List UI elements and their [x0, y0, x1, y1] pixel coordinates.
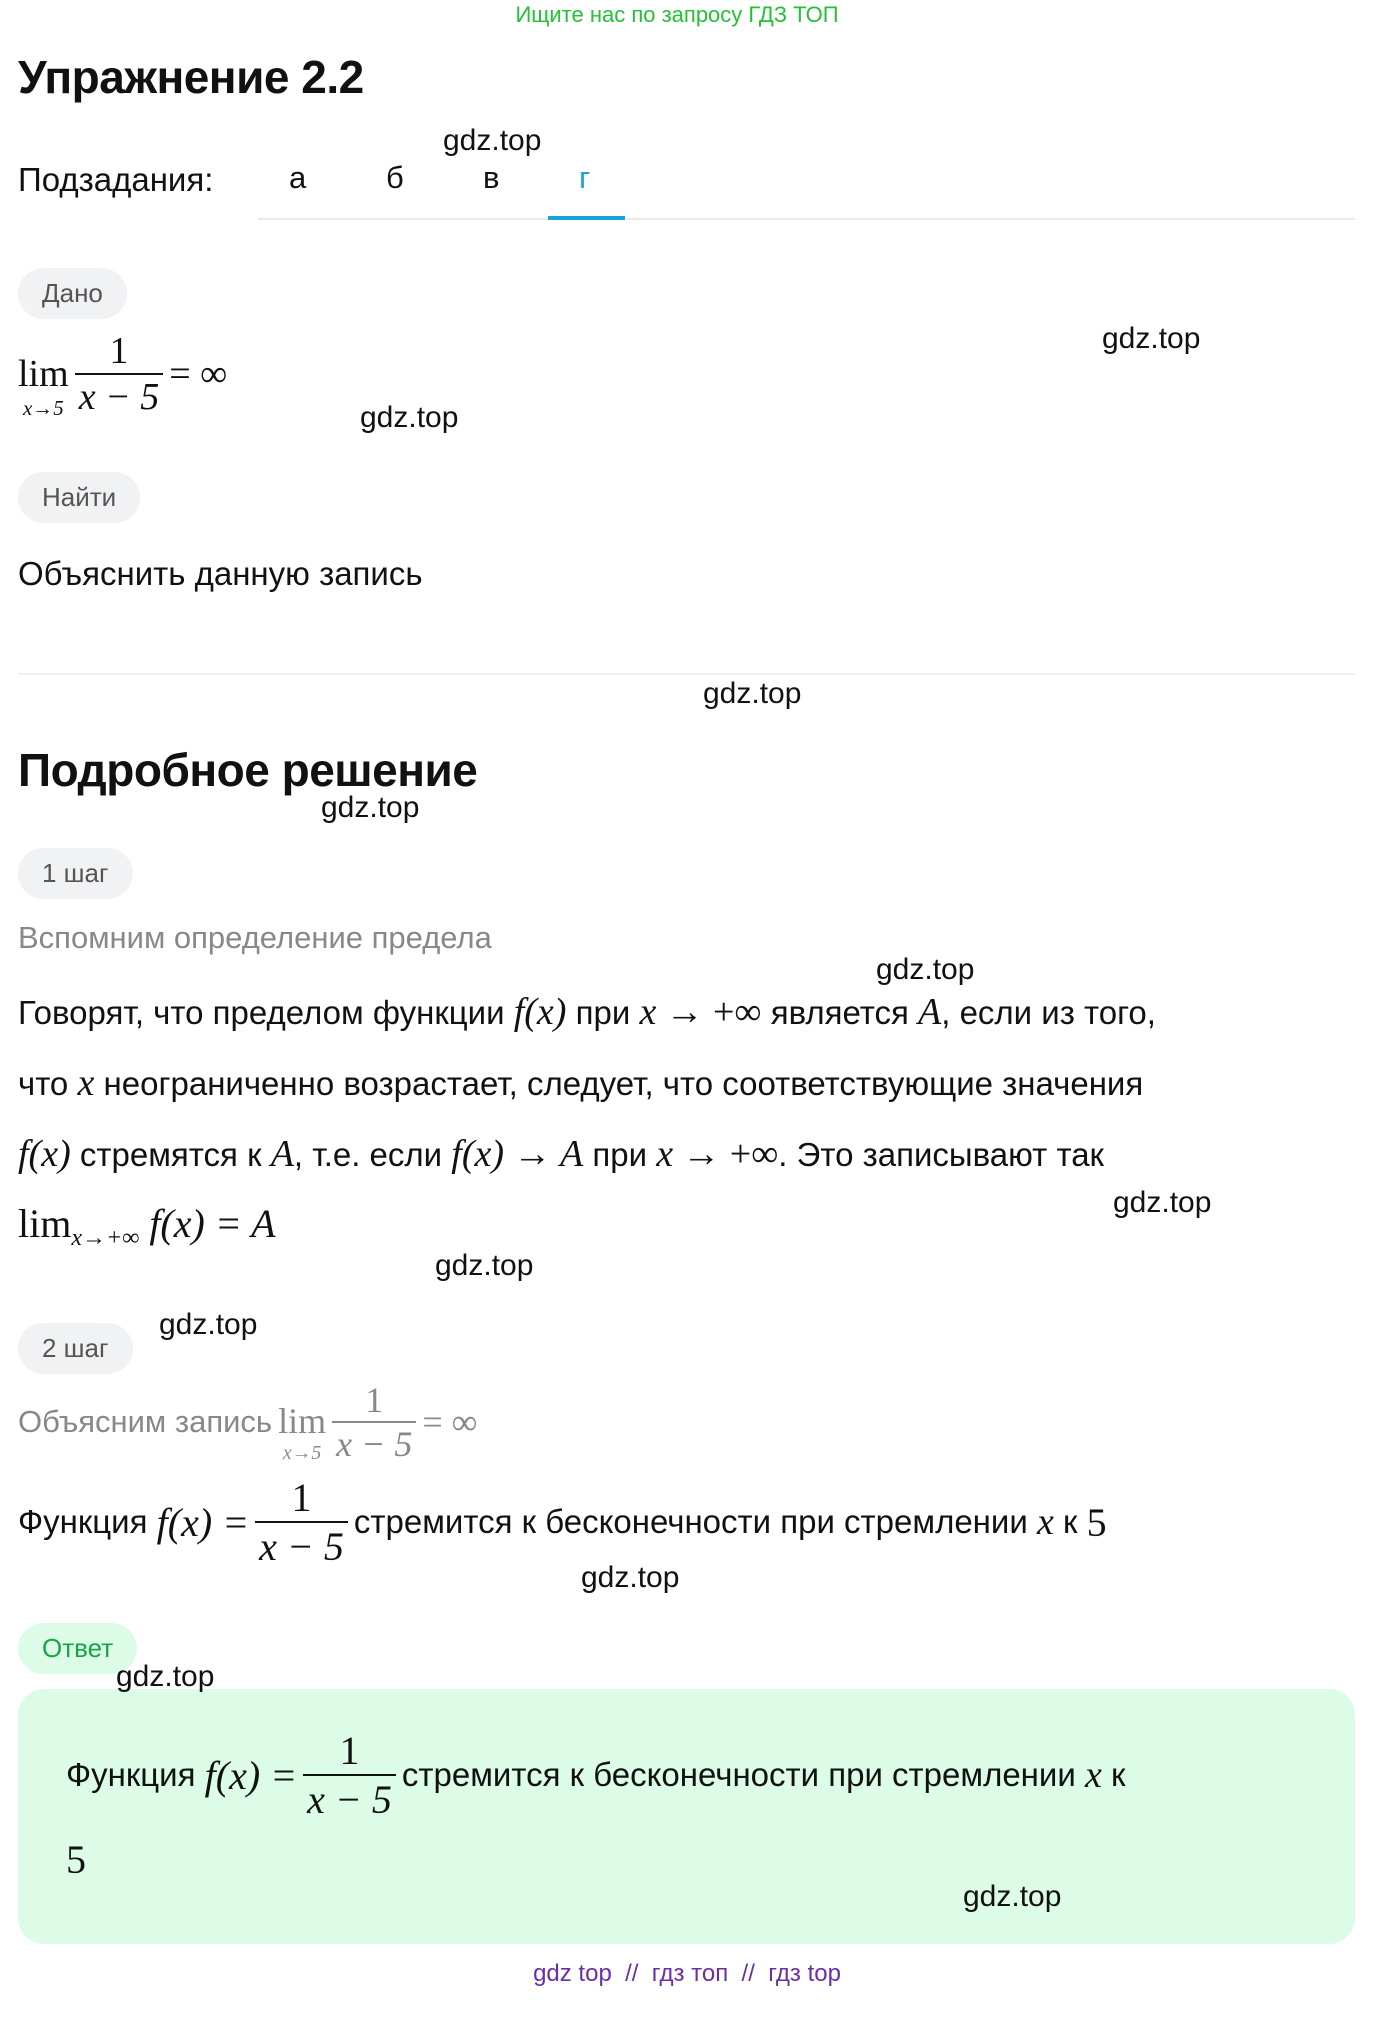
watermark: gdz.top — [159, 1308, 258, 1341]
lim-sub: x→5 — [282, 1442, 322, 1464]
math-five: 5 — [1086, 1499, 1107, 1545]
frac-den: x − 5 — [255, 1521, 348, 1570]
math-fx: f(x) = — [204, 1752, 298, 1798]
answer-line — [66, 1727, 1125, 1823]
lim-sub: x→5 — [23, 396, 64, 420]
watermark: gdz.top — [360, 401, 459, 434]
watermark: gdz.top — [703, 677, 802, 710]
step2-function-line — [18, 1474, 1107, 1570]
footer-links: gdz top // гдз топ // гдз top — [533, 1960, 841, 1987]
section-divider — [18, 673, 1355, 675]
watermark: gdz.top — [321, 791, 420, 824]
lim-sub: x→+∞ — [71, 1225, 140, 1251]
text: при — [592, 1136, 648, 1173]
active-tab-indicator — [548, 216, 625, 220]
formula-rhs: = ∞ — [422, 1401, 478, 1442]
text: к — [1110, 1756, 1126, 1793]
text: Функция — [66, 1756, 196, 1793]
text: стремится к бесконечности при стремлении — [353, 1503, 1028, 1540]
text: является — [770, 994, 909, 1031]
formula-rhs: = ∞ — [169, 352, 228, 395]
answer-pill: Ответ — [18, 1623, 137, 1674]
tab-g[interactable]: г — [579, 160, 591, 195]
watermark: gdz.top — [1102, 322, 1201, 355]
math-A: A — [918, 991, 942, 1033]
text: при — [575, 994, 631, 1031]
frac-den: x − 5 — [75, 373, 164, 419]
frac-num: 1 — [339, 1728, 360, 1773]
text: . Это записывают так — [778, 1136, 1104, 1173]
math-fx: f(x) = — [156, 1499, 250, 1545]
text: стремятся к — [79, 1136, 262, 1173]
watermark: gdz.top — [581, 1561, 680, 1594]
given-formula — [18, 326, 227, 421]
math-to-A: → A — [513, 1133, 584, 1175]
lim-word: lim — [278, 1401, 327, 1441]
step2-subtitle — [18, 1378, 477, 1465]
step1-line1 — [18, 990, 1156, 1034]
watermark: gdz.top — [963, 1880, 1062, 1913]
text: стремится к бесконечности при стремлении — [401, 1756, 1076, 1793]
math-fx: f(x) — [513, 991, 567, 1033]
watermark: gdz.top — [1113, 1186, 1212, 1219]
math-fx: f(x) — [18, 1133, 71, 1175]
frac-den: x − 5 — [303, 1774, 396, 1823]
text: , т.е. если — [293, 1136, 443, 1173]
text: что — [18, 1065, 69, 1102]
text: Говорят, что пределом функции — [18, 994, 505, 1031]
frac-num: 1 — [365, 1379, 384, 1420]
step1-line4 — [18, 1200, 276, 1252]
math-x: x — [639, 991, 657, 1033]
text: Объясним запись — [18, 1403, 273, 1439]
text: , если из того, — [941, 994, 1156, 1031]
math-x: x — [656, 1133, 674, 1175]
tabs-divider — [258, 218, 1355, 220]
frac-num: 1 — [291, 1475, 312, 1520]
tab-a[interactable]: а — [289, 160, 307, 195]
step1-line2 — [18, 1061, 1143, 1105]
watermark: gdz.top — [876, 953, 975, 986]
text: к — [1062, 1503, 1078, 1540]
lim-word: lim — [18, 353, 69, 395]
math-to-inf: → +∞ — [682, 1133, 779, 1175]
math-x: x — [77, 1062, 95, 1104]
step1-subtitle: Вспомним определение предела — [18, 920, 492, 955]
math-rhs: f(x) = A — [149, 1201, 276, 1246]
answer-five: 5 — [66, 1837, 86, 1882]
watermark: gdz.top — [435, 1249, 534, 1282]
step1-line3 — [18, 1132, 1104, 1176]
math-x: x — [1084, 1754, 1102, 1796]
step2-pill: 2 шаг — [18, 1323, 133, 1374]
math-fx: f(x) — [451, 1133, 505, 1175]
watermark: gdz.top — [443, 124, 542, 157]
frac-num: 1 — [109, 329, 129, 372]
solution-title: Подробное решение — [18, 744, 478, 796]
given-pill: Дано — [18, 268, 127, 319]
search-banner: Ищите нас по запросу ГДЗ ТОП — [515, 2, 839, 27]
find-pill: Найти — [18, 472, 140, 523]
math-x: x — [1036, 1501, 1054, 1543]
tab-b[interactable]: б — [386, 160, 404, 195]
math-to-inf: → +∞ — [665, 991, 762, 1033]
find-text: Объяснить данную запись — [18, 555, 423, 592]
page-title: Упражнение 2.2 — [18, 51, 364, 103]
text: неограниченно возрастает, следует, что соответствующие значения — [103, 1065, 1144, 1102]
subtasks-label: Подзадания: — [18, 161, 214, 198]
watermark: gdz.top — [116, 1660, 215, 1693]
frac-den: x − 5 — [332, 1421, 416, 1465]
step1-pill: 1 шаг — [18, 848, 133, 899]
math-A: A — [270, 1133, 294, 1175]
lim-word: lim — [18, 1201, 72, 1246]
tab-v[interactable]: в — [483, 160, 500, 195]
text: Функция — [18, 1503, 148, 1540]
